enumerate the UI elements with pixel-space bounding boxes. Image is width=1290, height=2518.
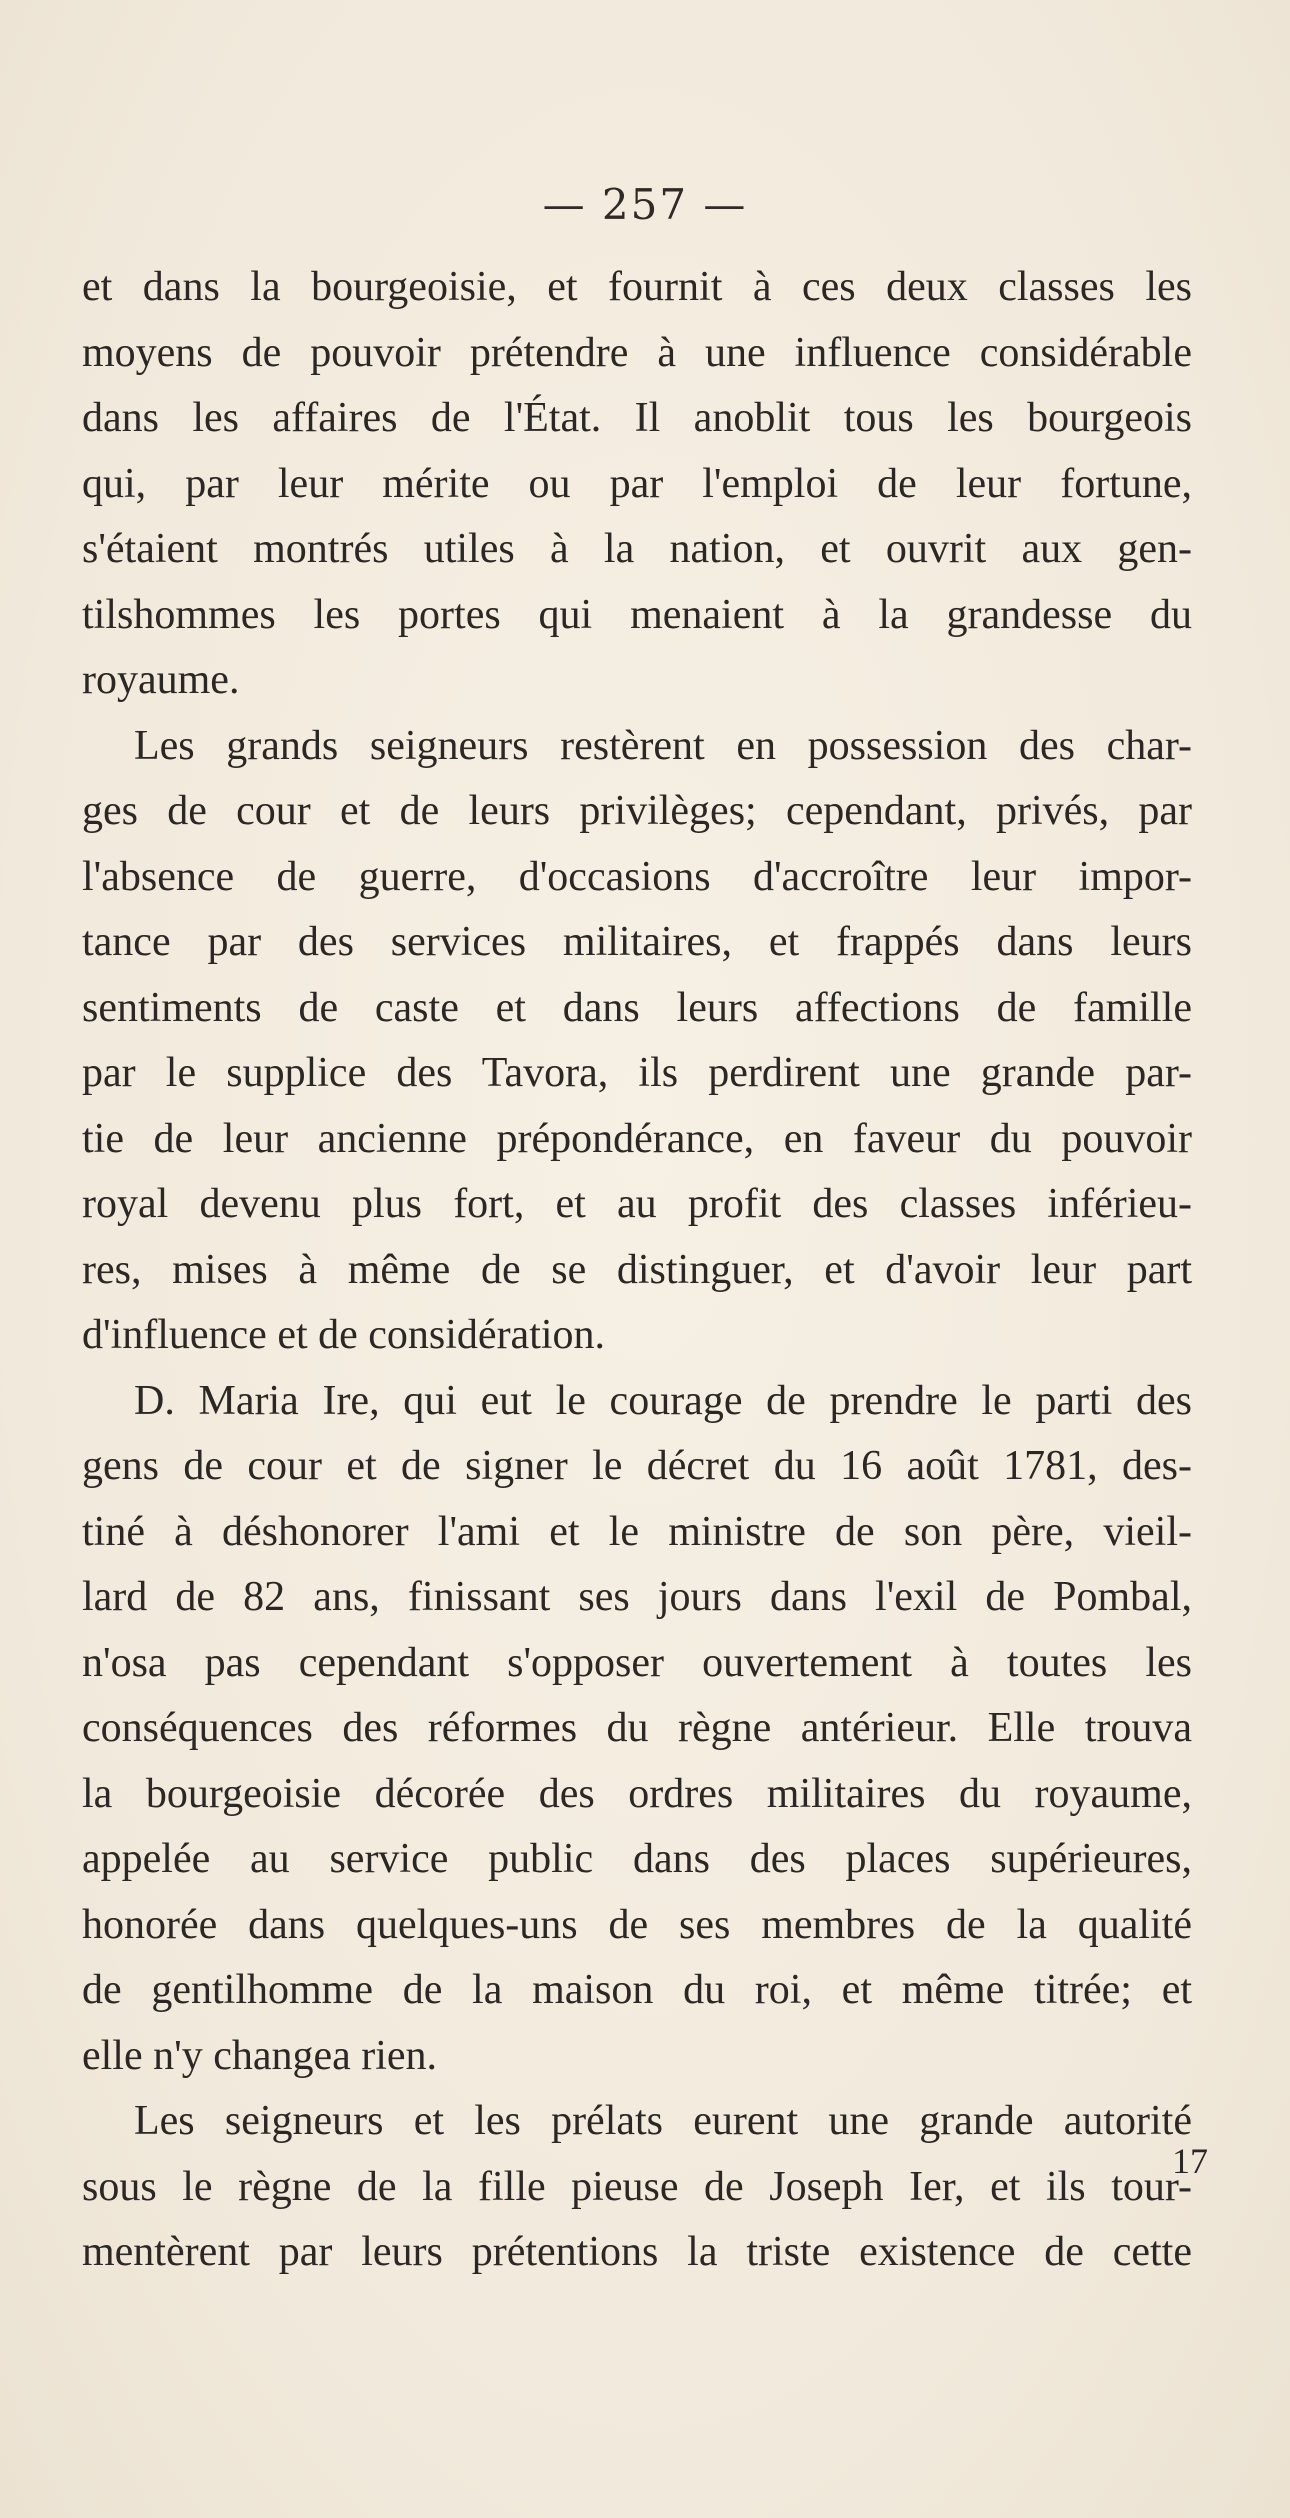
text-line: elle n'y changea rien. bbox=[82, 2032, 438, 2079]
signature-mark: 17 bbox=[1172, 2141, 1208, 2181]
text-line: par le supplice des Tavora, ils perdirent une grande par- bbox=[82, 1050, 1192, 1096]
text-line: mentèrent par leurs prétentions la triste existence de cette bbox=[82, 2229, 1192, 2275]
text-line: de gentilhomme de la maison du roi, et même titrée; et bbox=[82, 1967, 1192, 2013]
text-line: l'absence de guerre, d'occasions d'accroître leur impor- bbox=[82, 853, 1192, 900]
text-line: tie de leur ancienne prépondérance, en faveur du pouvoir bbox=[82, 1115, 1192, 1162]
text-line: tiné à déshonorer l'ami et le ministre de son père, vieil- bbox=[82, 1508, 1192, 1555]
text-line: royal devenu plus fort, et au profit des classes inférieu- bbox=[82, 1181, 1192, 1227]
text-line: Les grands seigneurs restèrent en possession des char- bbox=[134, 722, 1192, 769]
text-line: sous le règne de la fille pieuse de Joseph Ier, et ils tour- bbox=[82, 2163, 1192, 2210]
text-line: qui, par leur mérite ou par l'emploi de leur fortune, bbox=[82, 460, 1192, 507]
text-line: D. Maria Ire, qui eut le courage de prendre le parti des bbox=[134, 1377, 1192, 1424]
page-number: — 257 — bbox=[542, 180, 748, 229]
text-line: sentiments de caste et dans leurs affections de famille bbox=[82, 984, 1192, 1031]
text-line: dans les affaires de l'État. Il anoblit tous les bourgeois bbox=[82, 395, 1192, 441]
text-line: tilshommes les portes qui menaient à la grandesse du bbox=[82, 591, 1192, 638]
text-line: la bourgeoisie décorée des ordres militaires du royaume, bbox=[82, 1770, 1192, 1817]
text-line: et dans la bourgeoisie, et fournit à ces deux classes les bbox=[82, 264, 1192, 310]
text-line: res, mises à même de se distinguer, et d'avoir leur part bbox=[82, 1246, 1192, 1293]
body-text bbox=[82, 255, 1192, 2286]
text-line: s'étaient montrés utiles à la nation, et ouvrit aux gen- bbox=[82, 526, 1192, 572]
text-line: conséquences des réformes du règne antérieur. Elle trouva bbox=[82, 1705, 1192, 1751]
text-line: Les seigneurs et les prélats eurent une grande autorité bbox=[134, 2098, 1192, 2144]
text-line: gens de cour et de signer le décret du 16 août 1781, des- bbox=[82, 1443, 1192, 1489]
text-line: tance par des services militaires, et frappés dans leurs bbox=[82, 919, 1192, 965]
text-line: n'osa pas cependant s'opposer ouvertement à toutes les bbox=[82, 1639, 1192, 1686]
text-line: royaume. bbox=[82, 657, 240, 703]
text-line: appelée au service public dans des places supérieures, bbox=[82, 1836, 1192, 1882]
text-line: ges de cour et de leurs privilèges; cependant, privés, par bbox=[82, 788, 1192, 834]
text-line: d'influence et de considération. bbox=[82, 1312, 606, 1358]
text-line: moyens de pouvoir prétendre à une influence considérable bbox=[82, 329, 1192, 376]
text-line: honorée dans quelques-uns de ses membres de la qualité bbox=[82, 1901, 1192, 1948]
text-line: lard de 82 ans, finissant ses jours dans l'exil de Pombal, bbox=[82, 1574, 1192, 1620]
